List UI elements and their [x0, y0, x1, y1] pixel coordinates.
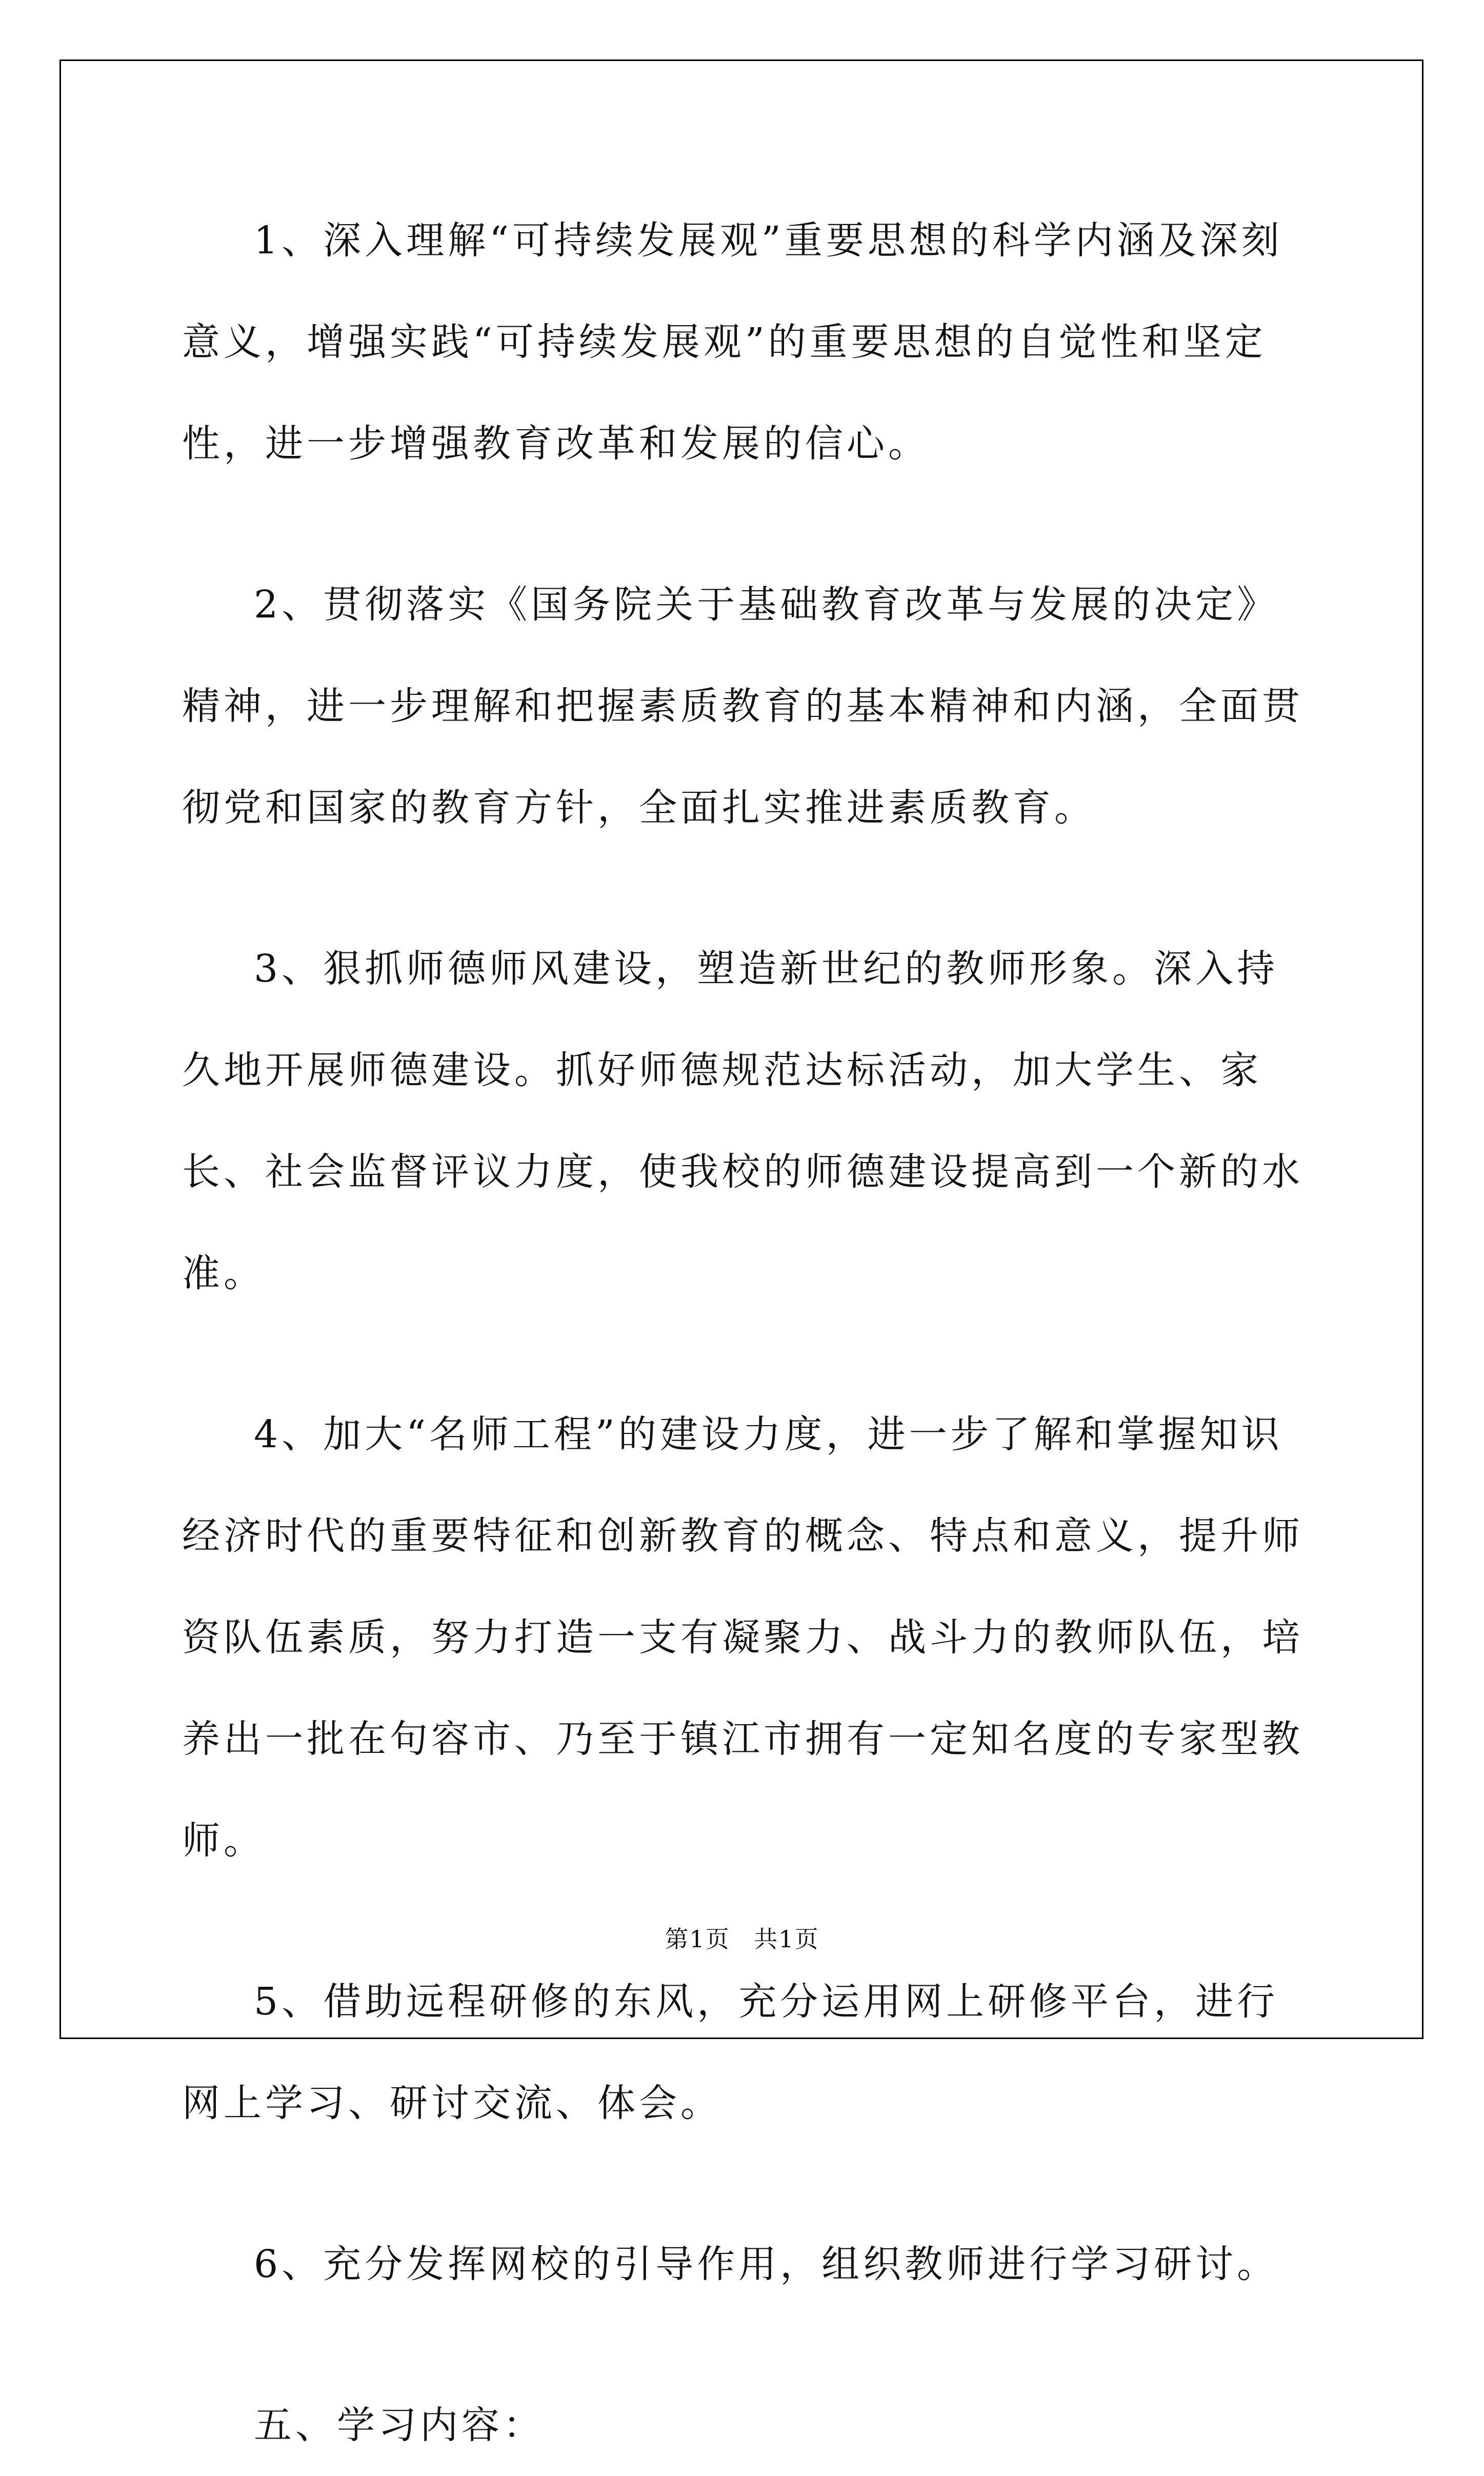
page-footer: 第1页 共1页	[665, 1925, 819, 1953]
paragraph-6: 6、充分发挥网校的引导作用，组织教师进行学习研讨。	[254, 2242, 1279, 2286]
document-body	[182, 190, 1310, 2476]
paragraph-3: 3、狠抓师德师风建设，塑造新世纪的教师形象。深入持久地开展师德建设。抓好师德规范达标活动，加大学生、家长、社会监督评议力度，使我校的师德建设提高到一个新的水准。	[182, 947, 1303, 1295]
paragraph-4: 4、加大“名师工程”的建设力度，进一步了解和掌握知识经济时代的重要特征和创新教育的概念、特点和意义，提升师资队伍素质，努力打造一支有凝聚力、战斗力的教师队伍，培养出一批在句容市、乃至于镇江市拥有一定知名度的专家型教师。	[182, 1412, 1303, 1863]
paragraph-1: 1、深入理解“可持续发展观”重要思想的科学内涵及深刻意义，增强实践“可持续发展观”的重要思想的自觉性和坚定性，进一步增强教育改革和发展的信心。	[182, 218, 1283, 466]
paragraph-5: 5、借助远程研修的东风，充分运用网上研修平台，进行网上学习、研讨交流、体会。	[182, 1980, 1279, 2125]
section-heading: 五、学习内容：	[254, 2403, 545, 2447]
paragraph-2: 2、贯彻落实《国务院关于基础教育改革与发展的决定》精神，进一步理解和把握素质教育的基本精神和内涵，全面贯彻党和国家的教育方针，全面扎实推进素质教育。	[182, 583, 1303, 830]
